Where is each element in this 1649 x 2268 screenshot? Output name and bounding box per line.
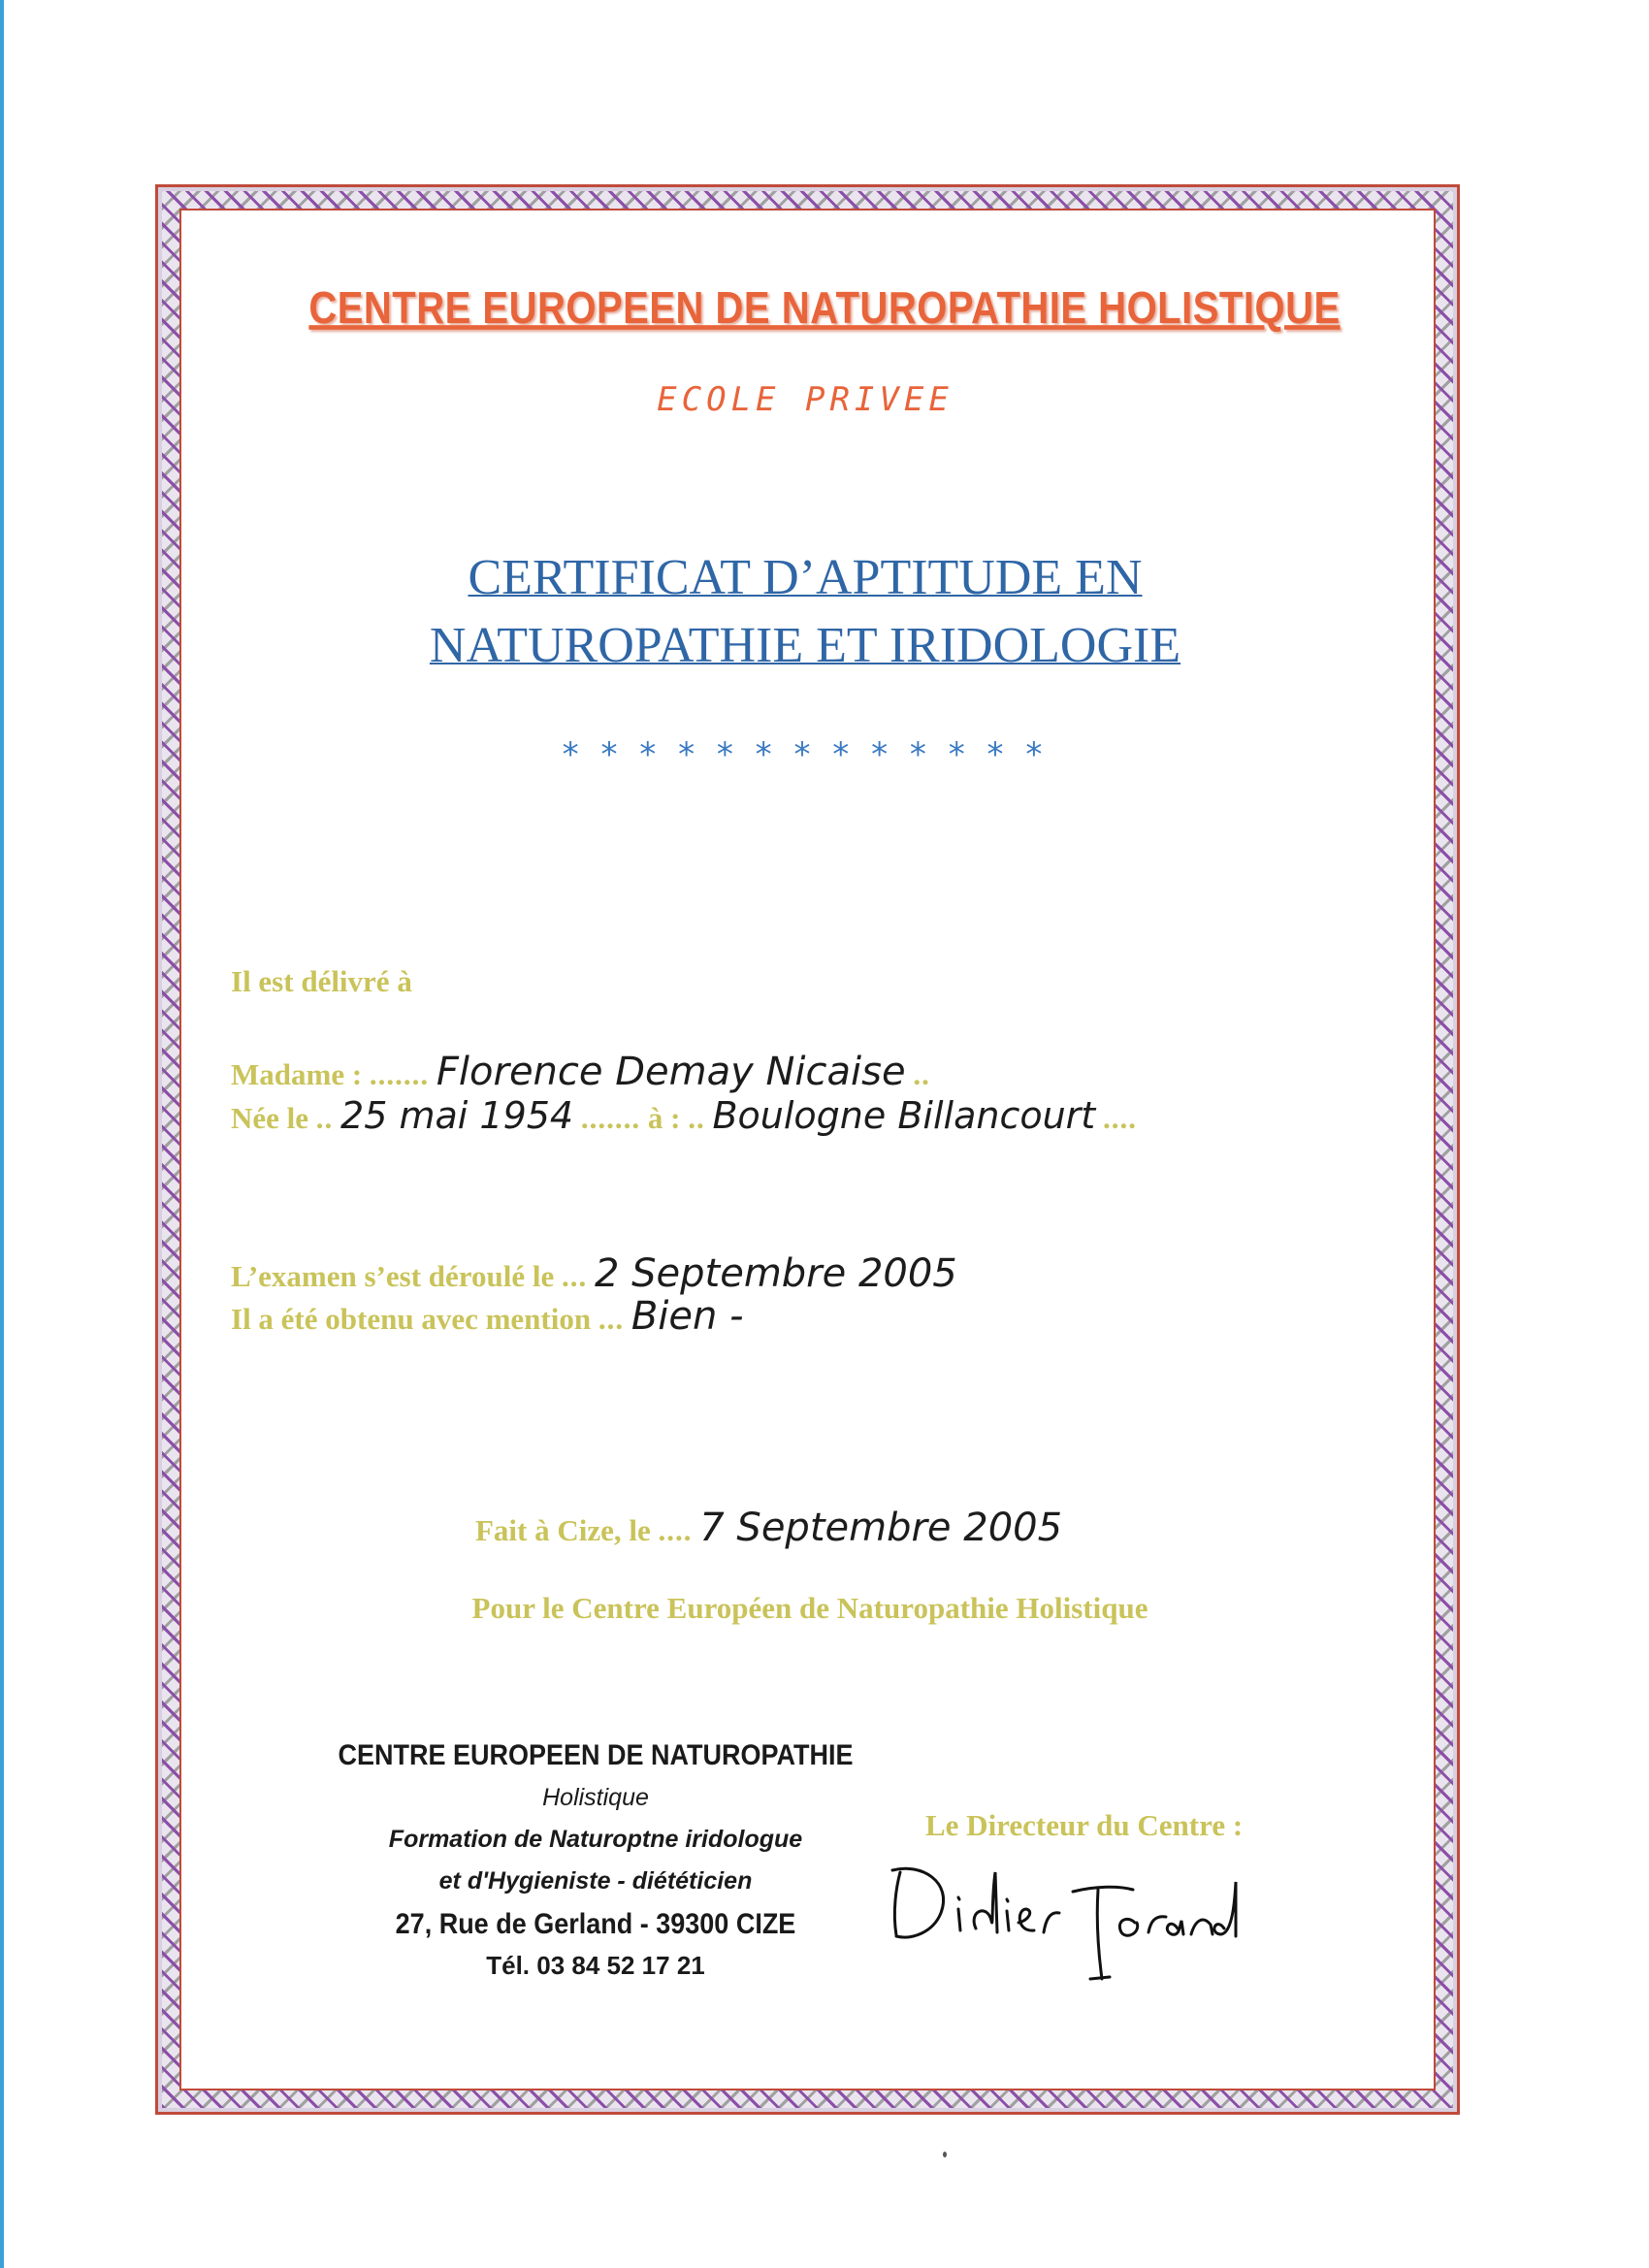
birth-row xyxy=(231,1094,1137,1137)
dot-leader: .. xyxy=(315,1101,334,1135)
on-behalf-text: Pour le Centre Européen de Naturopathie Holistique xyxy=(471,1591,1148,1625)
dot-leader: ... xyxy=(561,1259,588,1293)
page-edge xyxy=(0,0,4,2268)
issue-row xyxy=(475,1506,1062,1550)
director-signature xyxy=(883,1843,1271,1989)
stamp-line-4: et d'Hygieniste - diététicien xyxy=(438,1867,753,1895)
dot-leader: .... xyxy=(1102,1101,1137,1135)
mention-label: Il a été obtenu avec mention xyxy=(231,1302,592,1336)
dot-leader: ....... xyxy=(580,1101,641,1135)
scan-speck xyxy=(943,2152,947,2157)
dot-leader: .. xyxy=(913,1057,930,1091)
dot-leader: ... xyxy=(598,1302,625,1336)
certificate-title-line2: NATUROPATHIE ET IRIDOLOGIE xyxy=(429,618,1181,673)
institution-stamp xyxy=(334,1740,857,1981)
exam-date: 2 Septembre 2005 xyxy=(594,1251,957,1296)
stamp-line-5: 27, Rue de Gerland - 39300 CIZE xyxy=(395,1907,796,1940)
dot-leader: ....... xyxy=(369,1057,430,1091)
issue-place-label: Fait à Cize, le xyxy=(475,1513,651,1547)
birth-place: Boulogne Billancourt xyxy=(712,1094,1096,1137)
stamp-line-1: CENTRE EUROPEEN DE NATUROPATHIE xyxy=(338,1738,854,1771)
exam-date-row xyxy=(231,1251,957,1296)
birth-label: Née le xyxy=(231,1101,309,1135)
intro-text: Il est délivré à xyxy=(231,964,412,998)
name-label: Madame : xyxy=(231,1057,363,1091)
stamp-line-2: Holistique xyxy=(542,1784,649,1811)
school-type: ECOLE PRIVEE xyxy=(657,380,954,419)
mention-value: Bien - xyxy=(630,1294,744,1339)
birth-place-label: à : xyxy=(647,1101,681,1135)
mention-row xyxy=(231,1294,744,1339)
issue-date: 7 Septembre 2005 xyxy=(699,1506,1063,1550)
name-row xyxy=(231,1050,930,1094)
stamp-line-6: Tél. 03 84 52 17 21 xyxy=(486,1951,705,1980)
director-label: Le Directeur du Centre : xyxy=(925,1808,1244,1842)
stamp-line-3: Formation de Naturoptne iridologue xyxy=(388,1826,803,1853)
dot-leader: .. xyxy=(688,1101,705,1135)
institution-name: CENTRE EUROPEEN DE NATUROPATHIE HOLISTIQUE xyxy=(308,283,1341,334)
certificate-title-line1: CERTIFICAT D’APTITUDE EN xyxy=(468,550,1143,605)
dot-leader: .... xyxy=(658,1513,693,1547)
birth-date: 25 mai 1954 xyxy=(340,1094,574,1137)
recipient-name: Florence Demay Nicaise xyxy=(436,1050,906,1094)
exam-date-label: L’examen s’est déroulé le xyxy=(231,1259,555,1293)
stars-divider: * * * * * * * * * * * * * xyxy=(562,735,1049,774)
